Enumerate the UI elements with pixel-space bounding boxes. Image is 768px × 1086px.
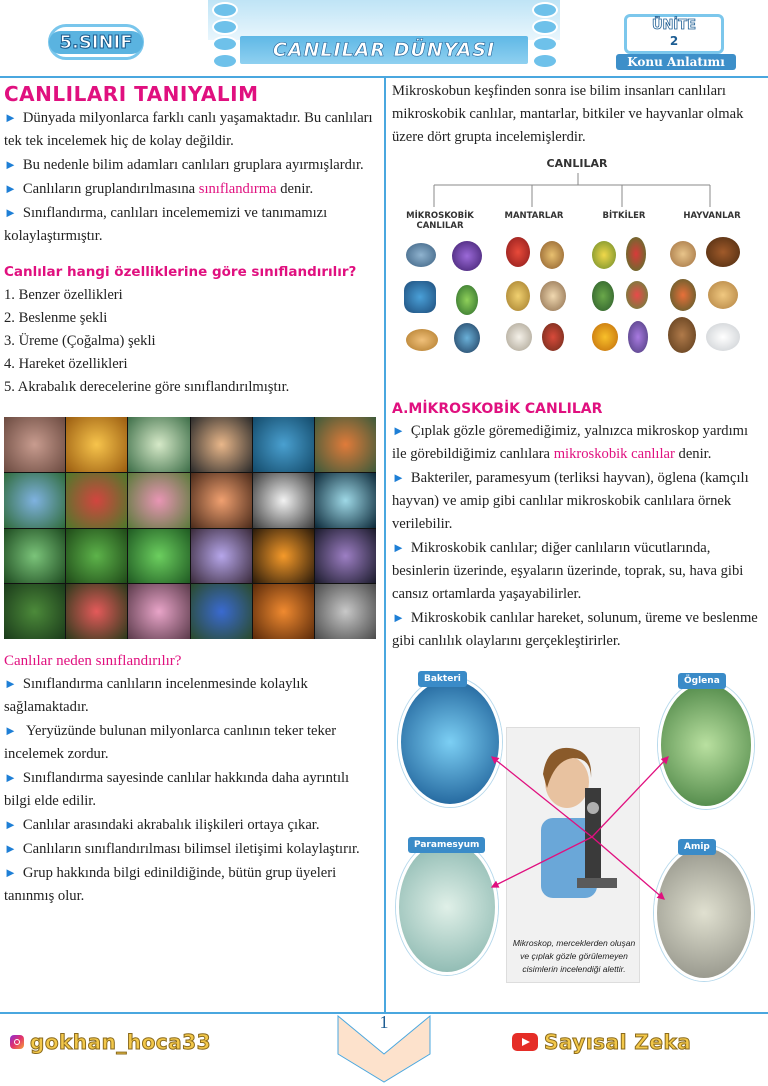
question-heading-1: Canlılar hangi özelliklerine göre sınıflandırılır? [4,264,357,280]
arrow-bullet-icon: ► [4,865,17,880]
microbe-image [406,243,436,267]
plant-image [626,281,648,309]
reason-item: ► Canlıların sınıflandırılması bilimsel iletişimi kolaylaştırır. [4,841,360,857]
arrow-bullet-icon: ► [4,205,17,220]
animal-image [670,279,696,311]
microbe-image [404,281,436,313]
euglena-image [658,681,754,809]
plant-image [628,321,648,353]
instagram-icon [10,1035,24,1049]
arrow-bullet-icon: ► [4,157,17,172]
micro-point: ► Bakteriler, paramesyum (terliksi hayvan), öglena (kamçılı hayvan) ve amip gibi canlılar mikroskobik canlılara örnek verilebilir. [392,470,749,532]
right-intro: Mikroskobun keşfinden sonra ise bilim insanları canlıları mikroskobik canlılar, mantarlar, bitkiler ve hayvanlar olmak üzere dört grupta incelemişlerdir. [392,83,744,145]
right-column [392,80,764,989]
reason-item: ► Yeryüzünde bulunan milyonlarca canlının teker teker incelemek zordur. [4,723,337,762]
plant-image [592,241,616,269]
header-band [208,0,560,40]
reason-item: ► Canlılar arasındaki akrabalık ilişkileri ortaya çıkar. [4,817,320,833]
criteria-item: 5. Akrabalık derecelerine göre sınıflandırılmıştır. [4,379,290,395]
arrow-bullet-icon: ► [4,676,17,691]
micro-definition: ► Çıplak gözle göremediğimiz, yalnızca mikroskop yardımı ile görebildiğimiz canlılara mikroskobik canlılar denir. [392,423,749,462]
grade-label: 5.SINIF [49,31,142,54]
classify-benefit: ► Sınıflandırma, canlıları incelememizi ve tanımamızı kolaylaştırmıştır. [4,205,328,244]
arrow-bullet-icon: ► [392,610,405,625]
microscope-figure [392,667,752,989]
figure-caption: Mikroskop, merceklerden oluşan ve çıplak gözle görülemeyen cisimlerin incelendiği alettir. [512,938,636,974]
instagram-text: gokhan_hoca33 [30,1030,211,1054]
reason-item: ► Sınıflandırma canlıların incelenmesinde kolaylık sağlamaktadır. [4,676,308,715]
animal-image [668,317,696,353]
microbe-image [452,241,482,271]
micro-point: ► Mikroskobik canlılar hareket, solunum, üreme ve beslenme gibi canlılık olaylarını gerçekleştirirler. [392,610,758,649]
instagram-handle[interactable] [10,1030,211,1054]
arrow-bullet-icon: ► [4,723,17,738]
arrow-bullet-icon: ► [4,770,17,785]
intro-paragraph-2: ► Bu nedenle bilim adamları canlıları gruplara ayırmışlardır. [4,157,364,173]
animal-image [706,323,740,351]
grade-badge [48,24,144,60]
micro-point: ► Mikroskobik canlılar; diğer canlıların vücutlarında, besinlerin üzerinde, eşyaların üzerinde, toprak, su, hava gibi cansız ortamlarda yaşayabilirler. [392,540,744,602]
fungus-image [506,323,532,351]
unit-box [624,14,724,54]
page-title: CANLILAR DÜNYASI [272,39,496,61]
paramecium-image [396,839,498,975]
reason-item: ► Sınıflandırma sayesinde canlılar hakkında daha ayrıntılı bilgi elde edilir. [4,770,350,809]
unit-number: 2 [669,34,679,48]
term-siniflandirma: sınıflandırma [198,181,277,197]
unit-subtitle: Konu Anlatımı [616,54,736,70]
arrow-bullet-icon: ► [4,817,17,832]
plant-image [626,237,646,271]
criteria-item: 4. Hareket özellikleri [4,356,128,372]
label-amip: Amip [678,839,716,855]
diagram-category: BİTKİLER [602,211,646,221]
criteria-item: 1. Benzer özellikleri [4,287,123,303]
fungus-image [540,281,566,311]
arrow-bullet-icon: ► [4,181,17,196]
section-title: CANLILARI TANIYALIM [4,82,259,106]
diagram-root-label: CANLILAR [546,157,608,170]
header-dots-left [210,2,240,72]
page-header [0,0,768,78]
arrow-bullet-icon: ► [4,841,17,856]
fungus-image [540,241,564,269]
microbe-image [454,323,480,353]
unit-label: ÜNİTE [651,18,697,33]
animal-image [670,241,696,267]
girl-microscope-photo [506,727,640,983]
diagram-category: MİKROSKOBİK CANLILAR [406,211,474,231]
left-column [4,80,378,908]
youtube-channel[interactable] [512,1030,691,1054]
column-divider [384,78,386,1013]
header-dots-right [530,2,560,72]
plant-image [592,281,614,311]
reason-item: ► Grup hakkında bilgi edinildiğinde, bütün grup üyeleri tanınmış olur. [4,865,337,904]
term-mikroskobik: mikroskobik canlılar [553,446,675,462]
page-number: 1 [379,1012,389,1032]
classify-definition: ► Canlıların gruplandırılmasına sınıflandırma denir. [4,181,314,197]
fungus-image [542,323,564,351]
youtube-icon [512,1033,538,1051]
arrow-bullet-icon: ► [392,470,405,485]
label-paramesyum: Paramesyum [408,837,485,853]
amoeba-image [654,845,754,981]
diagram-category: MANTARLAR [504,211,564,221]
girl-microscope-illustration [507,728,639,918]
fungus-image [506,281,530,311]
diagram-category: HAYVANLAR [683,211,741,221]
microbe-image [406,329,438,351]
bacteria-image [398,677,502,807]
arrow-bullet-icon: ► [4,110,17,125]
label-oglena: Öglena [678,673,726,689]
criteria-item: 3. Üreme (Çoğalma) şekli [4,333,156,349]
fungus-image [506,237,530,267]
arrow-bullet-icon: ► [392,423,405,438]
subsection-title: A.MİKROSKOBİK CANLILAR [392,401,603,417]
criteria-item: 2. Beslenme şekli [4,310,108,326]
plant-image [592,323,618,351]
organism-collage-image [4,417,376,639]
classification-diagram [392,157,764,387]
label-bakteri: Bakteri [418,671,467,687]
intro-paragraph-1: ► Dünyada milyonlarca farklı canlı yaşamaktadır. Bu canlıları tek tek incelemek hiç de kolay değildir. [4,110,373,149]
microbe-image [456,285,478,315]
animal-image [708,281,738,309]
question-heading-2: Canlılar neden sınıflandırılır? [4,653,182,669]
animal-image [706,237,740,267]
arrow-bullet-icon: ► [392,540,405,555]
youtube-text: Sayısal Zeka [544,1030,692,1054]
